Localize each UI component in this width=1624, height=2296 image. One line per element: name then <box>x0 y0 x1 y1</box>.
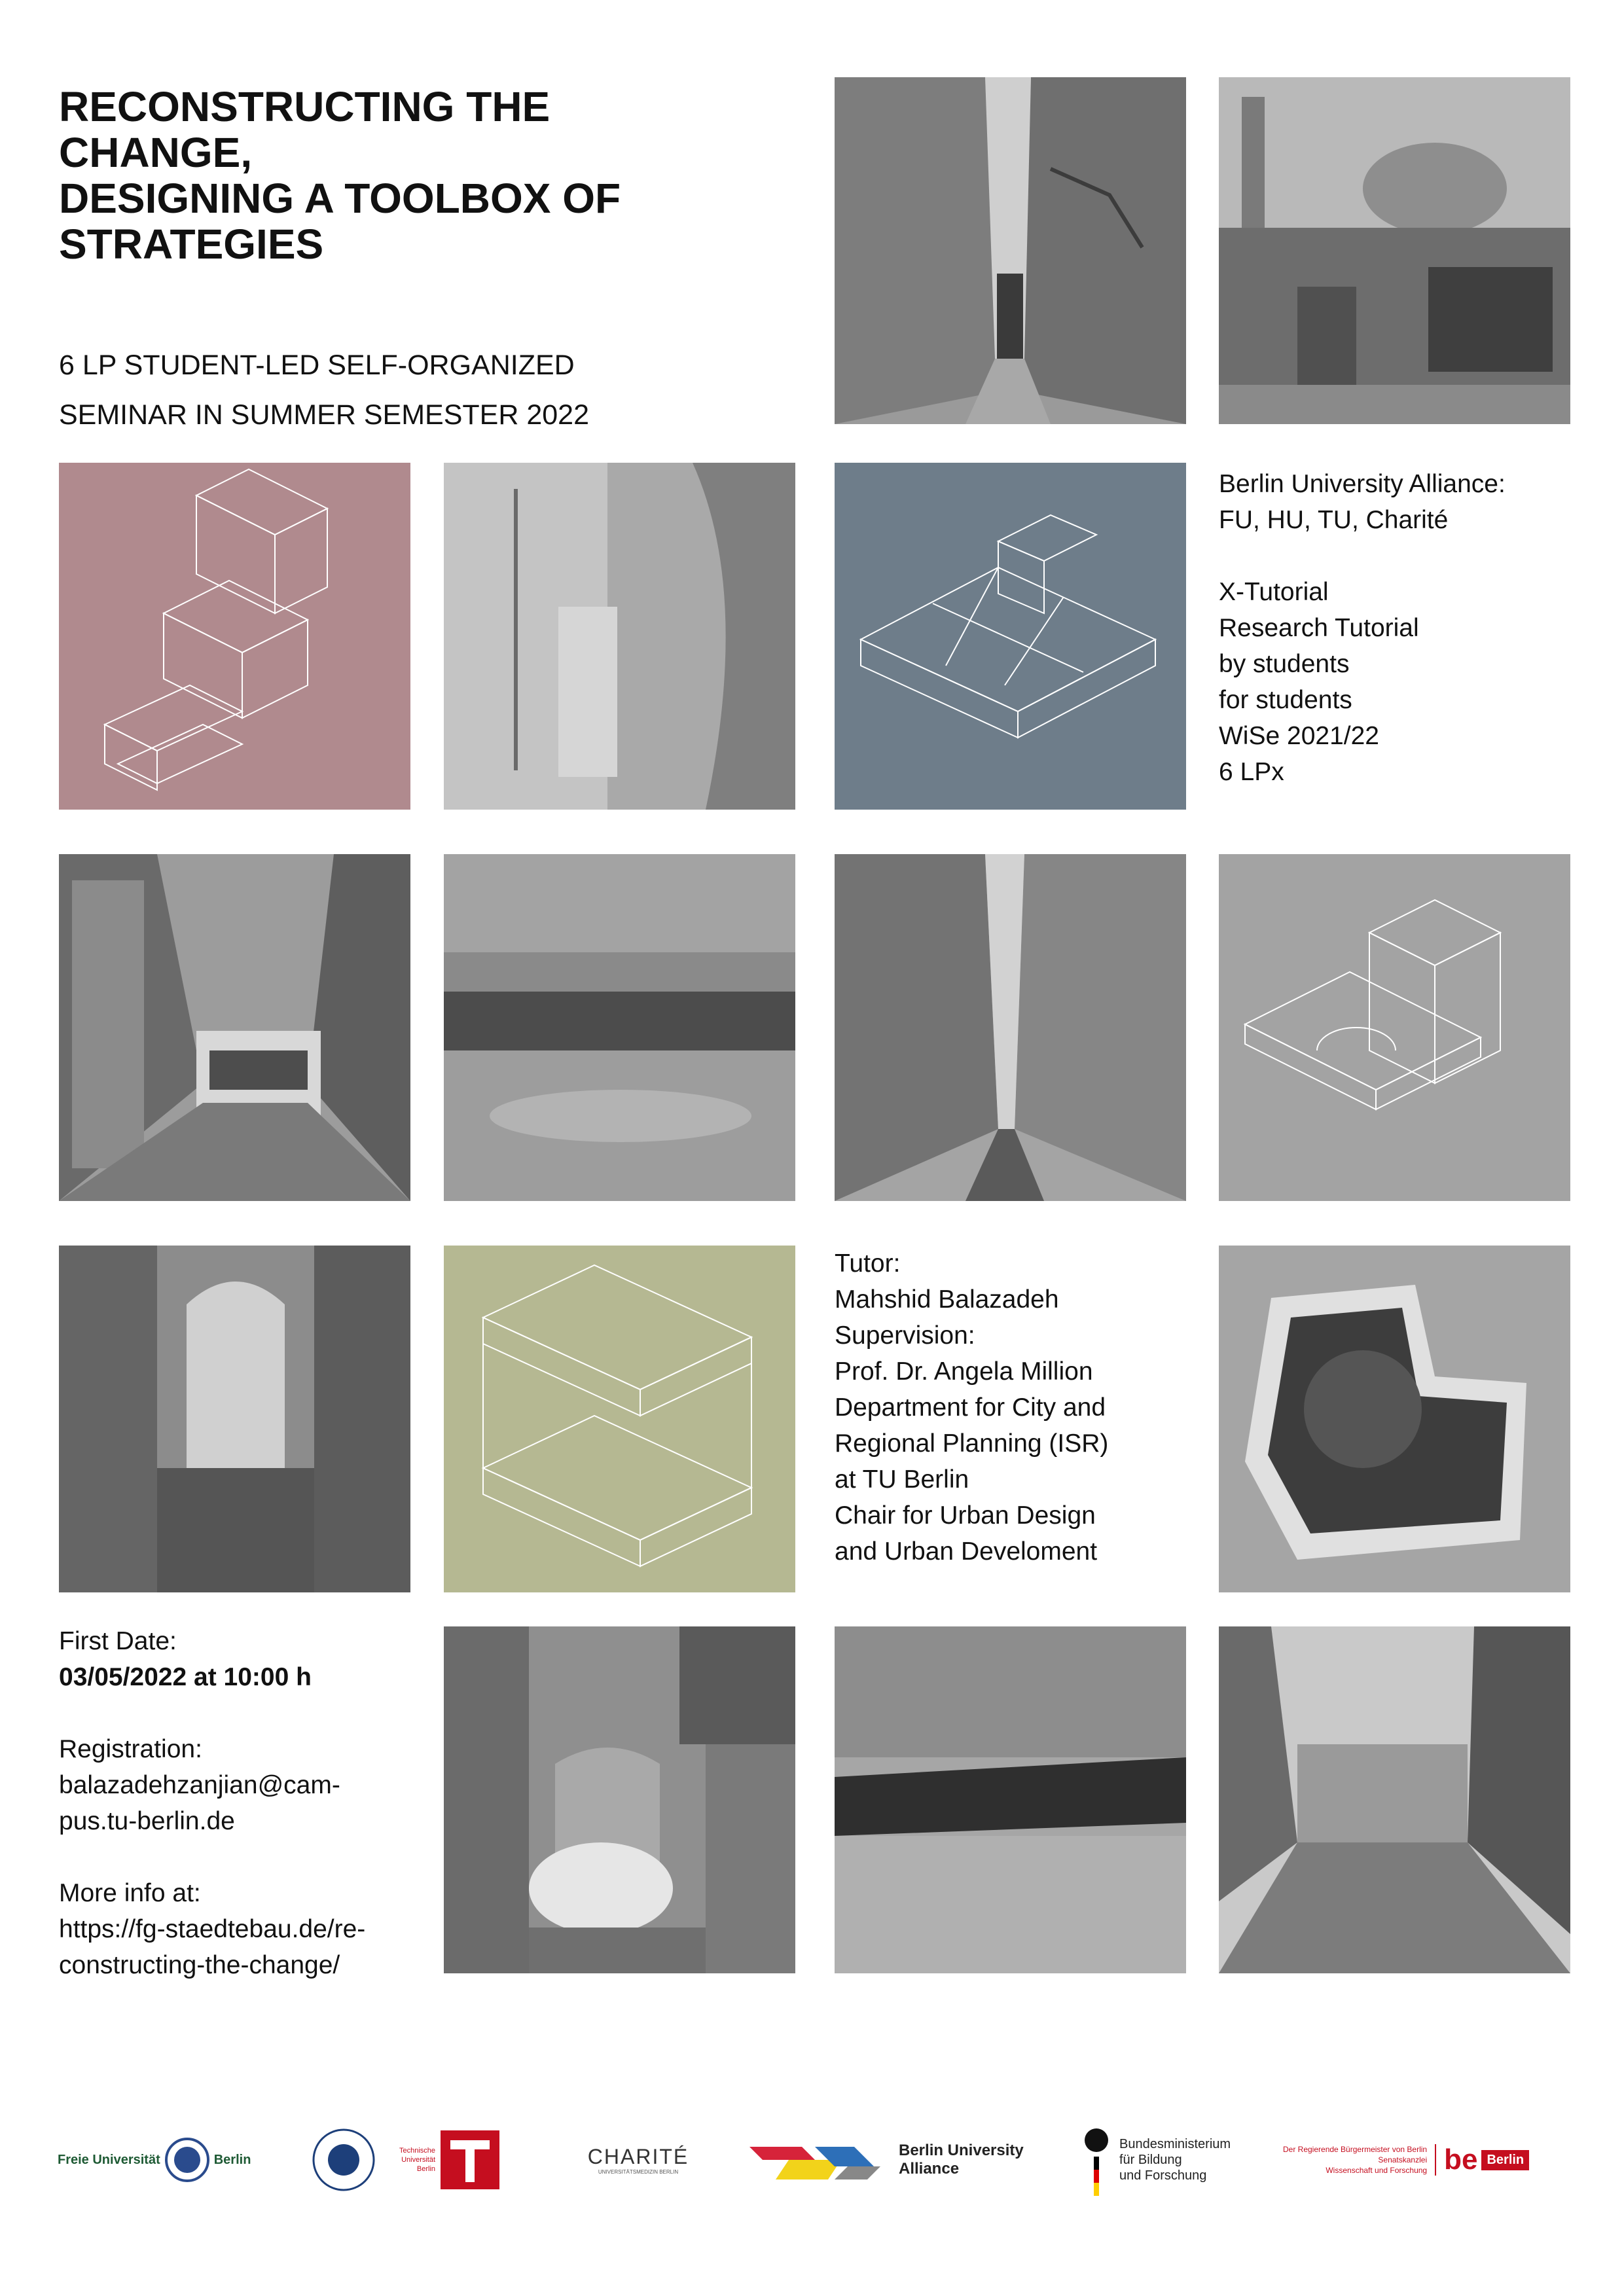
axonometric-drawing-olive <box>444 1246 795 1592</box>
bua-logo-icon <box>749 2134 893 2186</box>
title-line: DESIGNING A TOOLBOX OF <box>59 175 621 222</box>
photo-street-cars <box>59 854 410 1201</box>
registration-email-line[interactable]: balazadehzanjian@cam- <box>59 1771 340 1799</box>
first-date-value: 03/05/2022 at 10:00 h <box>59 1663 312 1691</box>
title-line: RECONSTRUCTING THE <box>59 83 550 130</box>
tutor-info <box>835 1246 1108 1570</box>
senat-line: Der Regierende Bürgermeister von Berlin <box>1283 2145 1428 2154</box>
tutor-line: Department for City and <box>835 1393 1106 1422</box>
tutor-line: Mahshid Balazadeh <box>835 1285 1059 1314</box>
tutor-line: Supervision: <box>835 1321 975 1350</box>
photo-crumbling-wall <box>835 1626 1186 1973</box>
tu-line: Technische <box>399 2147 436 2155</box>
charite-subtext: UNIVERSITÄTSMEDIZIN BERLIN <box>598 2169 679 2175</box>
charite-text: CHARITÉ <box>587 2145 689 2168</box>
axonometric-drawing-gray <box>1219 854 1570 1201</box>
be-mark: be <box>1444 2144 1478 2176</box>
tu-logo-icon <box>441 2130 499 2189</box>
tutorial-line: 6 LPx <box>1219 758 1284 786</box>
registration-label: Registration: <box>59 1735 202 1763</box>
federal-eagle-icon <box>1080 2124 1113 2157</box>
partner-logos <box>0 2121 1624 2199</box>
tu-line: Berlin <box>416 2165 436 2173</box>
tutorial-line: Research Tutorial <box>1219 614 1419 642</box>
tutor-line: Prof. Dr. Angela Million <box>835 1357 1093 1386</box>
tutorial-line: by students <box>1219 650 1350 678</box>
logo-fu-berlin <box>58 2121 254 2199</box>
axonometric-drawing-blue <box>835 463 1186 810</box>
bmbf-line: Bundesministerium <box>1119 2137 1231 2151</box>
photo-long-alley <box>835 854 1186 1201</box>
subtitle-line: 6 LP STUDENT-LED SELF-ORGANIZED <box>59 350 575 381</box>
poster-subtitle <box>59 340 589 440</box>
fu-right-text: Berlin <box>213 2152 251 2167</box>
photo-arched-door <box>59 1246 410 1592</box>
bua-line: Alliance <box>899 2160 960 2178</box>
tutor-line: Chair for Urban Design <box>835 1501 1096 1530</box>
logo-senat-berlin <box>1283 2121 1571 2199</box>
bmbf-line: und Forschung <box>1119 2168 1207 2183</box>
event-info <box>59 1623 365 1983</box>
title-line: CHANGE, <box>59 129 253 176</box>
logo-hu-berlin <box>308 2121 380 2199</box>
alliance-info <box>1219 466 1506 790</box>
registration-email-line[interactable]: pus.tu-berlin.de <box>59 1807 235 1835</box>
photo-rooftop-courtyard <box>1219 1246 1570 1592</box>
axonometric-drawing-pink <box>59 463 410 810</box>
hu-seal-icon <box>311 2127 376 2193</box>
be-berlin-badge: Berlin <box>1481 2150 1529 2170</box>
alliance-line: FU, HU, TU, Charité <box>1219 506 1449 534</box>
tutor-line: Regional Planning (ISR) <box>835 1429 1109 1458</box>
senat-line: Wissenschaft und Forschung <box>1326 2166 1428 2175</box>
tutor-line: at TU Berlin <box>835 1465 969 1494</box>
tutor-line: Tutor: <box>835 1249 901 1278</box>
fu-left-text: Freie Universität <box>58 2152 160 2167</box>
title-line: STRATEGIES <box>59 221 324 268</box>
logo-charite <box>579 2121 697 2199</box>
alliance-line: Berlin University Alliance: <box>1219 470 1506 498</box>
first-date-label: First Date: <box>59 1627 177 1655</box>
photo-wide-street <box>1219 1626 1570 1973</box>
photo-garden-pool <box>444 854 795 1201</box>
senat-line: Senatskanzlei <box>1378 2155 1428 2164</box>
photo-narrow-alley <box>835 77 1186 424</box>
tutorial-line: WiSe 2021/22 <box>1219 722 1379 750</box>
tu-line: Universität <box>401 2156 436 2164</box>
subtitle-line: SEMINAR IN SUMMER SEMESTER 2022 <box>59 399 590 431</box>
logo-tu-berlin <box>399 2121 517 2199</box>
bua-line: Berlin University <box>899 2142 1024 2159</box>
fu-seal-icon <box>164 2137 210 2183</box>
logo-berlin-university-alliance <box>749 2121 1051 2199</box>
more-info-url-line[interactable]: constructing-the-change/ <box>59 1951 340 1979</box>
poster-title <box>59 84 812 267</box>
photo-beetle-car <box>444 1626 795 1973</box>
logo-bmbf <box>1080 2121 1263 2199</box>
tutorial-line: X-Tutorial <box>1219 578 1329 606</box>
bmbf-line: für Bildung <box>1119 2153 1182 2167</box>
more-info-url-line[interactable]: https://fg-staedtebau.de/re- <box>59 1915 366 1943</box>
more-info-label: More info at: <box>59 1879 201 1907</box>
photo-courtyard-wall <box>444 463 795 810</box>
photo-mosque-street <box>1219 77 1570 424</box>
tutor-line: and Urban Develoment <box>835 1537 1098 1566</box>
tutorial-line: for students <box>1219 686 1352 714</box>
